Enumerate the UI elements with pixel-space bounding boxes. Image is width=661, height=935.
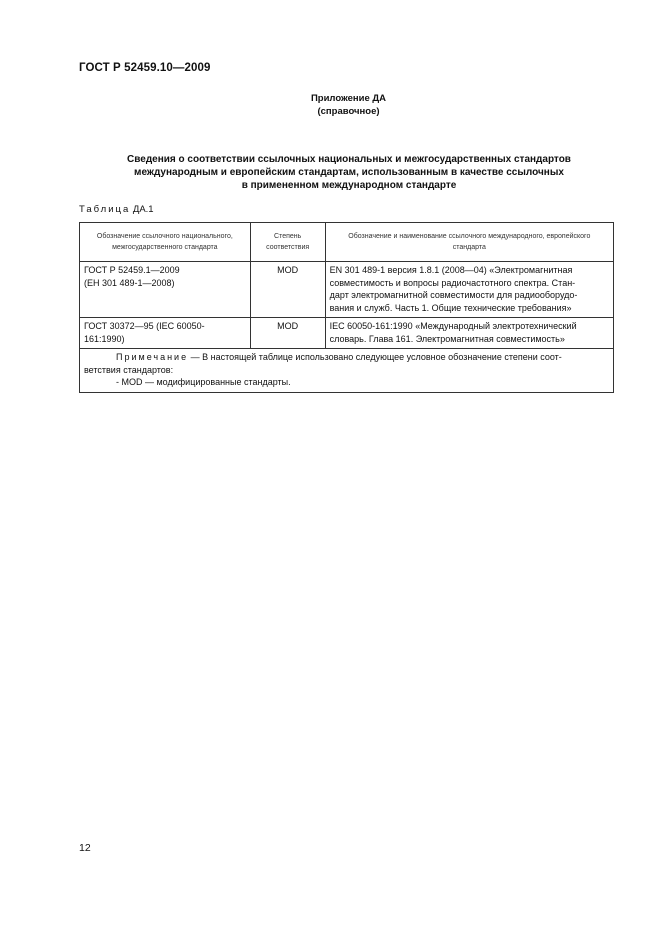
table-note-row: [80, 349, 614, 393]
table-note: [80, 349, 614, 393]
header-degree: Степень соответствия: [250, 223, 325, 262]
section-title: [79, 153, 619, 192]
cell-line: (ЕН 301 489-1—2008): [84, 277, 175, 288]
cell-international-standard: [325, 262, 613, 318]
appendix-subtitle: (справочное): [317, 106, 380, 117]
section-title-line: в примененном международном стандарте: [241, 180, 457, 191]
note-line: ветствия стандартов:: [84, 364, 174, 375]
cell-international-standard: [325, 318, 613, 349]
note-item: - MOD — модифицированные стандарты.: [116, 377, 291, 387]
cell-line: ГОСТ Р 52459.1—2009: [84, 265, 180, 275]
table-caption: [79, 204, 154, 215]
page-number: 12: [79, 842, 91, 854]
table-header-row: [80, 223, 614, 262]
cell-line: IEC 60050-161:1990 «Международный электротехнический: [329, 321, 577, 331]
table-row: [80, 318, 614, 349]
header-international-standard: Обозначение и наименование ссылочного международного, европейского стандарта: [325, 223, 613, 262]
table-row: [80, 262, 614, 318]
section-title-line: Сведения о соответствии ссылочных национальных и межгосударственных стандартов: [127, 154, 571, 165]
cell-line: ГОСТ 30372—95 (IEC 60050-: [84, 321, 205, 331]
note-line: [84, 376, 609, 389]
cell-national-standard: [80, 318, 251, 349]
appendix-heading: [0, 92, 661, 118]
table-caption-number: ДА.1: [132, 204, 154, 215]
table-caption-word: Таблица: [79, 204, 131, 215]
section-title-line: международным и европейским стандартам, использованным в качестве ссылочных: [134, 167, 564, 178]
note-line: [84, 351, 609, 364]
cell-line: EN 301 489-1 версия 1.8.1 (2008—04) «Электромагнитная: [329, 265, 573, 275]
cell-degree: MOD: [250, 262, 325, 318]
cell-line: вания и служб. Часть 1. Общие технические требования»: [329, 302, 572, 313]
cell-national-standard: [80, 262, 251, 318]
note-text: — В настоящей таблице использовано следующее условное обозначение степени соот-: [188, 352, 562, 362]
reference-standards-table: [79, 222, 614, 393]
cell-line: словарь. Глава 161. Электромагнитная совместимость»: [329, 333, 565, 344]
cell-line: совместимость и вопросы радиочастотного спектра. Стан-: [329, 277, 576, 288]
cell-line: дарт электромагнитной совместимости для радиооборудо-: [329, 290, 578, 300]
header-national-standard: Обозначение ссылочного национального, межгосударственного стандарта: [80, 223, 251, 262]
cell-line: 161:1990): [84, 333, 125, 344]
appendix-title: Приложение ДА: [310, 93, 387, 104]
note-lead: Примечание: [116, 352, 189, 362]
cell-degree: MOD: [250, 318, 325, 349]
document-code: ГОСТ Р 52459.10—2009: [79, 62, 211, 74]
